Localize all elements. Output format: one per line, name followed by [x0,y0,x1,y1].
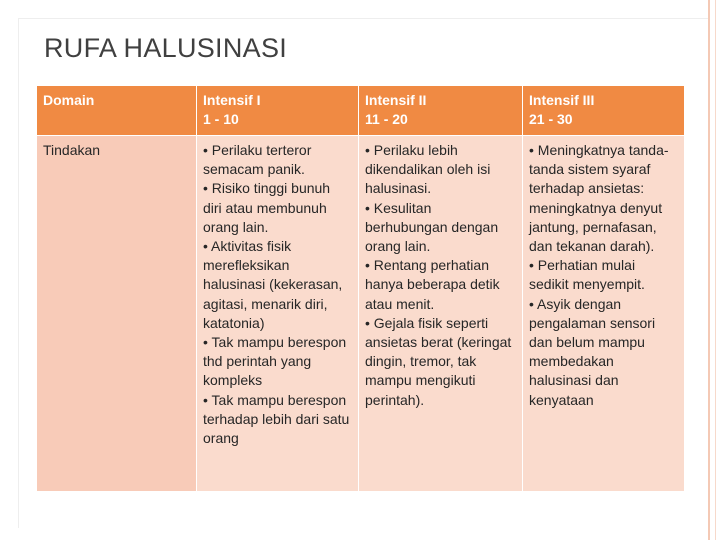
cell-intensif-1: • Perilaku terteror semacam panik. • Risiko tinggi bunuh diri atau membunuh orang lain. • Aktivitas fisik merefleksikan halusinasi (kekerasan, agitasi, menarik diri, katatonia) • Tak mampu berespon thd perintah yang kompleks • Tak mampu berespon terhadap lebih dari satu orang [197,136,359,492]
table-header-row [37,86,685,136]
table-row [37,136,685,492]
cell-intensif-3: • Meningkatnya tanda-tanda sistem syaraf terhadap ansietas: meningkatnya denyut jantung, pernafasan, dan tekanan darah). • Perhatian mulai sedikit menyempit. • Asyik dengan pengalaman sensori dan belum mampu membedakan halusinasi dan kenyataan [523,136,685,492]
header-intensif-1: Intensif I 1 - 10 [197,86,359,136]
slide-frame-left [18,18,19,528]
header-domain: Domain [37,86,197,136]
slide-frame-right-inner [715,0,716,540]
cell-domain: Tindakan [37,136,197,492]
rufa-table [36,85,685,492]
cell-intensif-2: • Perilaku lebih dikendalikan oleh isi halusinasi. • Kesulitan berhubungan dengan orang lain. • Rentang perhatian hanya beberapa detik atau menit. • Gejala fisik seperti ansietas berat (keringat dingin, tremor, tak mampu mengikuti perintah). [359,136,523,492]
header-intensif-2: Intensif II 11 - 20 [359,86,523,136]
header-intensif-3: Intensif III 21 - 30 [523,86,685,136]
slide-frame-right [708,0,710,540]
page-title: RUFA HALUSINASI [44,33,288,63]
slide-frame-top [18,18,708,19]
